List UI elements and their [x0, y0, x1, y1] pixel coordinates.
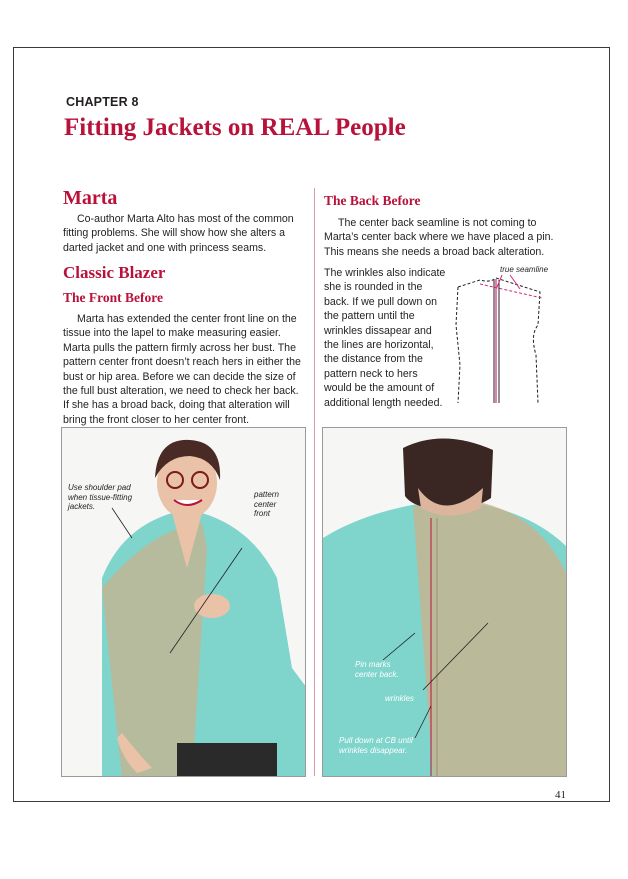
- front-before-heading: The Front Before: [63, 290, 163, 305]
- front-photo-illustration: [62, 428, 306, 777]
- marta-intro-text: Co-author Marta Alto has most of the common fitting problems. She will show how she alters a darted jacket and one with princess seams.: [63, 213, 294, 254]
- back-before-text-2: The wrinkles also indicate she is rounded in the back. If we pull down on the pattern until the wrinkles dissapear and the lines are horizontal, the distance from the pattern neck to hers would be the amount of additional length needed.: [324, 267, 446, 409]
- front-before-paragraph: [63, 312, 303, 427]
- pull-down-callout: Pull down at CB until wrinkles disappear.: [339, 736, 413, 755]
- true-seamline-label: true seamline: [500, 265, 549, 274]
- back-before-text-1: The center back seamline is not coming to Marta’s center back where we have placed a pin. This means she needs a broad back alteration.: [324, 217, 554, 258]
- pattern-center-front-callout: pattern center front: [254, 490, 279, 518]
- column-divider: [314, 188, 315, 776]
- back-before-paragraph-1: [324, 216, 564, 259]
- marta-heading: Marta: [63, 187, 118, 209]
- marta-intro: [63, 212, 303, 255]
- chapter-label: CHAPTER 8: [66, 95, 139, 109]
- back-photo-illustration: [323, 428, 567, 777]
- chapter-title: Fitting Jackets on REAL People: [64, 114, 406, 141]
- page-number: 41: [555, 789, 566, 801]
- pin-marks-callout: Pin marks center back.: [355, 660, 399, 679]
- pattern-outline-svg: [450, 265, 560, 405]
- back-before-heading: The Back Before: [324, 193, 421, 208]
- classic-blazer-heading: Classic Blazer: [63, 263, 166, 282]
- shoulder-pad-callout: Use shoulder pad when tissue-fitting jackets.: [68, 483, 133, 511]
- back-fitting-photo: [322, 427, 567, 777]
- wrinkles-callout: wrinkles: [385, 694, 414, 703]
- back-before-paragraph-2: [324, 266, 446, 410]
- front-before-text: Marta has extended the center front line on the tissue into the lapel to make measuring easier. Marta pulls the pattern firmly across her bust. The pattern center front doesn’t reach hers in either the bust or hip area. Before we can decide the size of the full bust alteration, we need to check her back. If she has a broad back, doing that alteration will bring the front closer to her center front.: [63, 313, 301, 426]
- front-fitting-photo: [61, 427, 306, 777]
- back-pattern-diagram: [450, 265, 560, 405]
